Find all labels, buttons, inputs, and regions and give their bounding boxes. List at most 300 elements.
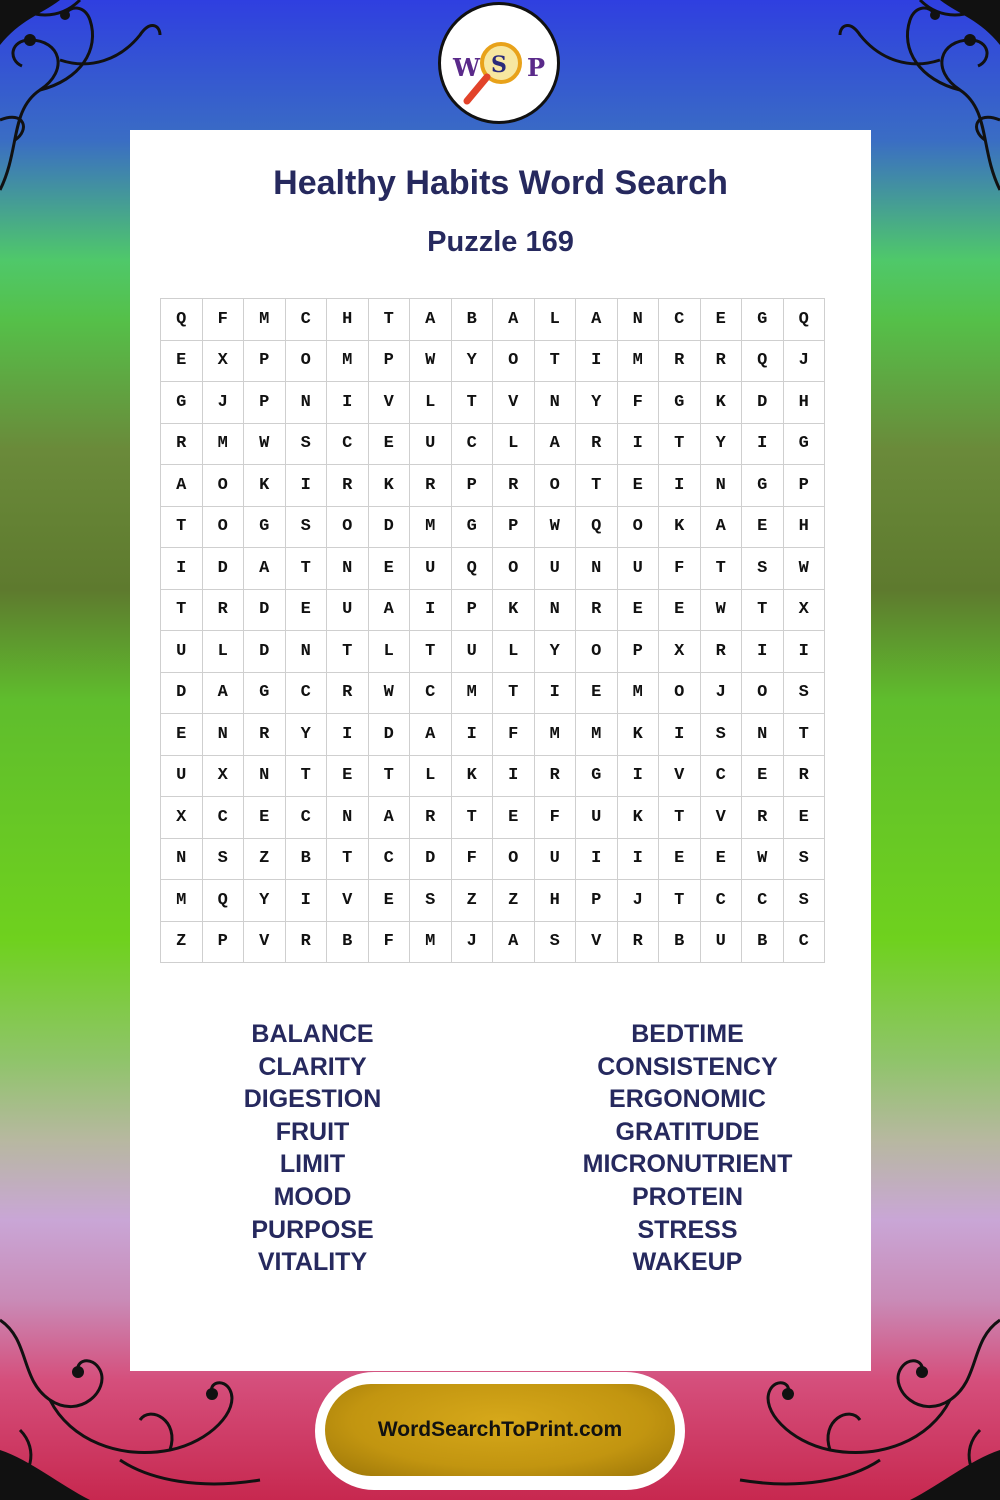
grid-cell: V — [576, 921, 618, 963]
grid-cell: P — [244, 382, 286, 424]
logo-letter-p: P — [527, 53, 546, 82]
grid-cell: R — [244, 714, 286, 756]
grid-cell: D — [410, 838, 452, 880]
grid-cell: W — [244, 423, 286, 465]
grid-cell: K — [368, 465, 410, 507]
grid-cell: A — [244, 548, 286, 590]
grid-cell: B — [742, 921, 784, 963]
grid-cell: S — [783, 838, 825, 880]
grid-cell: O — [493, 340, 535, 382]
word-list-item: MICRONUTRIENT — [582, 1150, 793, 1179]
grid-cell: V — [659, 755, 701, 797]
grid-cell: F — [368, 921, 410, 963]
grid-cell: E — [617, 465, 659, 507]
grid-cell: J — [451, 921, 493, 963]
grid-cell: Z — [451, 880, 493, 922]
grid-cell: X — [202, 755, 244, 797]
grid-cell: K — [659, 506, 701, 548]
grid-cell: E — [368, 880, 410, 922]
grid-cell: A — [202, 672, 244, 714]
grid-cell: E — [700, 299, 742, 341]
grid-cell: U — [700, 921, 742, 963]
grid-cell: R — [327, 465, 369, 507]
grid-cell: D — [244, 589, 286, 631]
grid-cell: E — [285, 589, 327, 631]
grid-cell: R — [576, 423, 618, 465]
grid-cell: O — [493, 838, 535, 880]
grid-cell: W — [410, 340, 452, 382]
grid-cell: E — [659, 589, 701, 631]
grid-cell: P — [783, 465, 825, 507]
grid-cell: J — [202, 382, 244, 424]
grid-cell: U — [534, 548, 576, 590]
word-list-item: PROTEIN — [631, 1182, 744, 1211]
grid-cell: D — [161, 672, 203, 714]
grid-cell: C — [783, 921, 825, 963]
grid-cell: I — [327, 714, 369, 756]
grid-cell: T — [368, 755, 410, 797]
grid-cell: R — [285, 921, 327, 963]
grid-cell: L — [493, 631, 535, 673]
grid-row — [161, 340, 825, 382]
grid-cell: I — [285, 465, 327, 507]
grid-cell: E — [161, 714, 203, 756]
grid-cell: V — [368, 382, 410, 424]
grid-cell: I — [451, 714, 493, 756]
grid-cell: T — [493, 672, 535, 714]
grid-cell: R — [327, 672, 369, 714]
grid-cell: G — [161, 382, 203, 424]
grid-cell: A — [410, 299, 452, 341]
grid-cell: Y — [285, 714, 327, 756]
grid-cell: U — [161, 755, 203, 797]
grid-cell: E — [576, 672, 618, 714]
grid-cell: X — [161, 797, 203, 839]
grid-cell: T — [327, 838, 369, 880]
grid-cell: M — [617, 340, 659, 382]
grid-cell: Z — [161, 921, 203, 963]
grid-cell: E — [327, 755, 369, 797]
word-list-item: CLARITY — [258, 1052, 367, 1081]
grid-cell: I — [410, 589, 452, 631]
grid-cell: I — [617, 423, 659, 465]
grid-cell: T — [161, 506, 203, 548]
grid-cell: I — [285, 880, 327, 922]
grid-cell: D — [368, 714, 410, 756]
grid-cell: F — [451, 838, 493, 880]
grid-cell: E — [659, 838, 701, 880]
site-link[interactable]: WordSearchToPrint.com — [325, 1384, 675, 1476]
grid-cell: N — [534, 589, 576, 631]
grid-cell: L — [410, 382, 452, 424]
word-list-item: FRUIT — [275, 1117, 350, 1146]
grid-row — [161, 423, 825, 465]
grid-cell: T — [285, 755, 327, 797]
grid-cell: S — [700, 714, 742, 756]
grid-cell: K — [617, 714, 659, 756]
grid-cell: U — [410, 423, 452, 465]
grid-cell: L — [493, 423, 535, 465]
grid-cell: C — [700, 755, 742, 797]
grid-cell: U — [161, 631, 203, 673]
grid-row — [161, 672, 825, 714]
grid-cell: G — [783, 423, 825, 465]
grid-cell: G — [576, 755, 618, 797]
grid-cell: N — [534, 382, 576, 424]
grid-cell: I — [659, 714, 701, 756]
grid-cell: S — [410, 880, 452, 922]
grid-cell: L — [202, 631, 244, 673]
grid-cell: H — [327, 299, 369, 341]
grid-cell: U — [576, 797, 618, 839]
grid-cell: O — [202, 506, 244, 548]
grid-cell: I — [659, 465, 701, 507]
grid-cell: I — [534, 672, 576, 714]
grid-cell: T — [327, 631, 369, 673]
grid-cell: F — [659, 548, 701, 590]
grid-cell: B — [451, 299, 493, 341]
grid-cell: S — [202, 838, 244, 880]
grid-cell: J — [783, 340, 825, 382]
grid-cell: M — [617, 672, 659, 714]
grid-cell: V — [493, 382, 535, 424]
grid-cell: C — [700, 880, 742, 922]
grid-cell: G — [659, 382, 701, 424]
word-list-item: BEDTIME — [631, 1020, 744, 1048]
grid-cell: Y — [451, 340, 493, 382]
grid-cell: G — [742, 299, 784, 341]
grid-cell: F — [493, 714, 535, 756]
grid-row — [161, 921, 825, 963]
grid-cell: T — [742, 589, 784, 631]
grid-cell: L — [534, 299, 576, 341]
grid-cell: X — [202, 340, 244, 382]
grid-cell: M — [327, 340, 369, 382]
grid-cell: M — [451, 672, 493, 714]
grid-cell: S — [783, 880, 825, 922]
grid-row — [161, 382, 825, 424]
grid-cell: N — [327, 797, 369, 839]
letter-grid — [160, 298, 825, 963]
grid-cell: H — [783, 506, 825, 548]
grid-cell: T — [700, 548, 742, 590]
word-list-item: STRESS — [637, 1215, 738, 1244]
grid-cell: K — [700, 382, 742, 424]
grid-cell: I — [617, 838, 659, 880]
grid-cell: W — [783, 548, 825, 590]
page-title: Healthy Habits Word Search — [273, 164, 728, 202]
grid-cell: K — [617, 797, 659, 839]
grid-cell: A — [368, 589, 410, 631]
grid-cell: T — [285, 548, 327, 590]
grid-cell: I — [617, 755, 659, 797]
grid-cell: U — [410, 548, 452, 590]
grid-cell: U — [327, 589, 369, 631]
grid-cell: C — [410, 672, 452, 714]
grid-cell: H — [534, 880, 576, 922]
grid-cell: R — [493, 465, 535, 507]
grid-cell: R — [617, 921, 659, 963]
grid-cell: L — [368, 631, 410, 673]
grid-cell: I — [493, 755, 535, 797]
grid-cell: O — [742, 672, 784, 714]
grid-cell: C — [285, 299, 327, 341]
grid-cell: R — [659, 340, 701, 382]
grid-cell: C — [451, 423, 493, 465]
logo-letter-s: S — [491, 52, 507, 78]
grid-cell: I — [576, 838, 618, 880]
grid-cell: E — [161, 340, 203, 382]
grid-cell: S — [285, 506, 327, 548]
grid-cell: D — [244, 631, 286, 673]
grid-cell: F — [202, 299, 244, 341]
grid-cell: U — [534, 838, 576, 880]
grid-cell: D — [368, 506, 410, 548]
grid-cell: Q — [742, 340, 784, 382]
word-list-item: PURPOSE — [251, 1215, 374, 1244]
grid-cell: W — [534, 506, 576, 548]
grid-cell: Y — [700, 423, 742, 465]
grid-cell: M — [576, 714, 618, 756]
word-list-item: WAKEUP — [632, 1248, 743, 1277]
grid-cell: C — [202, 797, 244, 839]
grid-cell: S — [534, 921, 576, 963]
grid-cell: J — [700, 672, 742, 714]
grid-cell: A — [368, 797, 410, 839]
grid-row — [161, 506, 825, 548]
grid-cell: R — [161, 423, 203, 465]
grid-cell: N — [285, 382, 327, 424]
wsp-logo — [438, 2, 560, 124]
grid-cell: N — [202, 714, 244, 756]
grid-cell: F — [534, 797, 576, 839]
grid-cell: R — [783, 755, 825, 797]
grid-cell: N — [327, 548, 369, 590]
grid-cell: P — [244, 340, 286, 382]
grid-cell: E — [742, 755, 784, 797]
grid-cell: R — [410, 465, 452, 507]
grid-cell: S — [285, 423, 327, 465]
grid-row — [161, 714, 825, 756]
grid-cell: N — [285, 631, 327, 673]
grid-cell: I — [161, 548, 203, 590]
grid-cell: I — [742, 423, 784, 465]
grid-cell: R — [410, 797, 452, 839]
grid-cell: R — [202, 589, 244, 631]
grid-cell: N — [244, 755, 286, 797]
grid-cell: R — [742, 797, 784, 839]
grid-row — [161, 589, 825, 631]
grid-cell: C — [742, 880, 784, 922]
word-list-item: GRATITUDE — [615, 1117, 760, 1146]
grid-cell: A — [493, 299, 535, 341]
grid-cell: D — [742, 382, 784, 424]
grid-cell: M — [534, 714, 576, 756]
grid-row — [161, 299, 825, 341]
grid-cell: T — [534, 340, 576, 382]
grid-row — [161, 755, 825, 797]
grid-cell: W — [700, 589, 742, 631]
grid-cell: P — [202, 921, 244, 963]
grid-cell: E — [368, 423, 410, 465]
grid-cell: Z — [493, 880, 535, 922]
grid-cell: L — [410, 755, 452, 797]
grid-cell: X — [659, 631, 701, 673]
grid-cell: P — [368, 340, 410, 382]
grid-cell: C — [368, 838, 410, 880]
grid-cell: S — [742, 548, 784, 590]
grid-cell: C — [285, 672, 327, 714]
grid-cell: P — [617, 631, 659, 673]
grid-cell: K — [493, 589, 535, 631]
grid-row — [161, 465, 825, 507]
grid-cell: I — [576, 340, 618, 382]
word-list-left — [170, 1018, 455, 1279]
grid-cell: A — [576, 299, 618, 341]
grid-row — [161, 838, 825, 880]
word-list-item: DIGESTION — [243, 1085, 382, 1114]
grid-cell: V — [244, 921, 286, 963]
grid-cell: J — [617, 880, 659, 922]
grid-cell: P — [451, 589, 493, 631]
footer-badge — [315, 1372, 685, 1490]
word-list-item: BALANCE — [251, 1020, 374, 1048]
grid-cell: W — [742, 838, 784, 880]
grid-cell: N — [742, 714, 784, 756]
grid-cell: T — [451, 797, 493, 839]
grid-cell: O — [285, 340, 327, 382]
grid-cell: I — [327, 382, 369, 424]
grid-cell: O — [617, 506, 659, 548]
word-list-item: MOOD — [273, 1182, 352, 1211]
grid-cell: I — [742, 631, 784, 673]
grid-cell: C — [285, 797, 327, 839]
grid-cell: C — [327, 423, 369, 465]
grid-cell: R — [534, 755, 576, 797]
grid-cell: T — [368, 299, 410, 341]
grid-cell: S — [783, 672, 825, 714]
word-list-item: LIMIT — [279, 1150, 346, 1179]
grid-cell: B — [659, 921, 701, 963]
grid-cell: G — [244, 506, 286, 548]
grid-cell: Q — [202, 880, 244, 922]
grid-cell: O — [327, 506, 369, 548]
word-list-right — [545, 1018, 830, 1279]
grid-cell: Z — [244, 838, 286, 880]
grid-row — [161, 797, 825, 839]
word-list-item: CONSISTENCY — [597, 1052, 778, 1081]
grid-cell: O — [493, 548, 535, 590]
grid-cell: U — [617, 548, 659, 590]
puzzle-number: Puzzle 169 — [427, 226, 574, 258]
grid-cell: E — [617, 589, 659, 631]
grid-cell: M — [244, 299, 286, 341]
grid-row — [161, 880, 825, 922]
grid-row — [161, 631, 825, 673]
grid-cell: H — [783, 382, 825, 424]
grid-cell: O — [659, 672, 701, 714]
grid-cell: Y — [534, 631, 576, 673]
word-list-item: VITALITY — [257, 1248, 368, 1277]
grid-cell: R — [700, 631, 742, 673]
grid-cell: T — [659, 880, 701, 922]
grid-cell: O — [202, 465, 244, 507]
grid-cell: M — [410, 921, 452, 963]
grid-cell: E — [368, 548, 410, 590]
grid-cell: A — [161, 465, 203, 507]
grid-cell: Q — [576, 506, 618, 548]
grid-cell: Y — [576, 382, 618, 424]
grid-cell: E — [493, 797, 535, 839]
grid-cell: M — [410, 506, 452, 548]
grid-cell: G — [451, 506, 493, 548]
grid-cell: B — [327, 921, 369, 963]
grid-cell: D — [202, 548, 244, 590]
grid-cell: N — [700, 465, 742, 507]
grid-cell: N — [161, 838, 203, 880]
grid-cell: I — [783, 631, 825, 673]
grid-cell: A — [493, 921, 535, 963]
grid-cell: E — [244, 797, 286, 839]
word-list-item: ERGONOMIC — [609, 1085, 766, 1114]
grid-cell: Q — [783, 299, 825, 341]
grid-cell: W — [368, 672, 410, 714]
grid-row — [161, 548, 825, 590]
grid-cell: O — [534, 465, 576, 507]
grid-cell: R — [700, 340, 742, 382]
grid-cell: R — [576, 589, 618, 631]
grid-cell: K — [244, 465, 286, 507]
grid-cell: U — [451, 631, 493, 673]
grid-cell: T — [659, 797, 701, 839]
grid-cell: P — [493, 506, 535, 548]
grid-cell: P — [576, 880, 618, 922]
grid-cell: A — [410, 714, 452, 756]
grid-cell: T — [410, 631, 452, 673]
grid-cell: E — [742, 506, 784, 548]
grid-cell: E — [783, 797, 825, 839]
grid-cell: N — [617, 299, 659, 341]
grid-cell: Y — [244, 880, 286, 922]
grid-cell: V — [327, 880, 369, 922]
puzzle-card — [130, 130, 871, 1371]
grid-cell: T — [576, 465, 618, 507]
grid-cell: N — [576, 548, 618, 590]
grid-cell: T — [659, 423, 701, 465]
grid-cell: Q — [161, 299, 203, 341]
grid-cell: O — [576, 631, 618, 673]
grid-cell: M — [161, 880, 203, 922]
grid-cell: X — [783, 589, 825, 631]
grid-cell: K — [451, 755, 493, 797]
grid-cell: M — [202, 423, 244, 465]
grid-cell: F — [617, 382, 659, 424]
grid-cell: A — [534, 423, 576, 465]
grid-cell: E — [700, 838, 742, 880]
logo-letter-w: W — [453, 53, 480, 82]
grid-cell: T — [783, 714, 825, 756]
grid-cell: V — [700, 797, 742, 839]
grid-cell: B — [285, 838, 327, 880]
grid-cell: A — [700, 506, 742, 548]
grid-cell: C — [659, 299, 701, 341]
grid-cell: G — [244, 672, 286, 714]
grid-cell: G — [742, 465, 784, 507]
grid-cell: T — [161, 589, 203, 631]
grid-cell: T — [451, 382, 493, 424]
grid-cell: Q — [451, 548, 493, 590]
grid-cell: P — [451, 465, 493, 507]
